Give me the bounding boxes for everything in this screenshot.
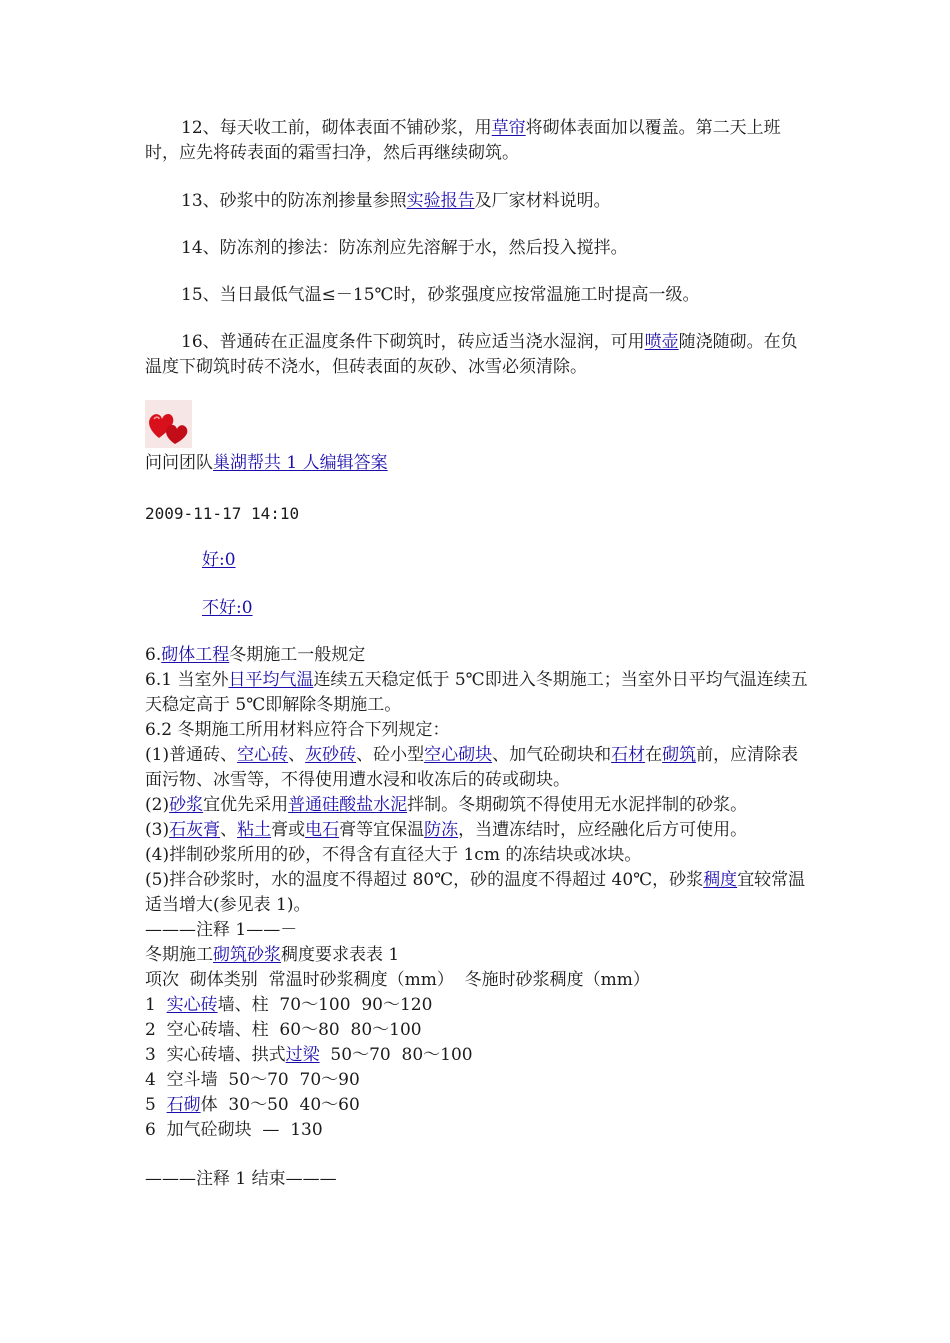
table-title-text-a: 冬期施工 (145, 945, 213, 965)
item-12-text-b: 将砌体表面加以覆盖。第二天上班时，应先将砖表面的霜雪扫净，然后再继续砌筑。 (145, 118, 781, 163)
item-13-text-a: 13、砂浆中的防冻剂掺量参照 (181, 191, 407, 211)
good-vote-link[interactable]: 好:0 (202, 550, 236, 570)
item-12 (145, 116, 810, 166)
note-start: ———注释 1——－ (145, 920, 298, 940)
row-3-post: 50～70 80～100 (319, 1045, 473, 1065)
link-niantu[interactable]: 粘土 (237, 820, 272, 840)
row-5-pre: 5 (145, 1095, 167, 1115)
table-row (145, 1043, 473, 1068)
bad-vote-link[interactable]: 不好:0 (202, 598, 253, 618)
section-6-number: 6. (145, 645, 162, 665)
link-qizhu-shajiang[interactable]: 砌筑砂浆 (213, 945, 281, 965)
table-row (145, 1018, 422, 1043)
table-row (145, 1093, 360, 1118)
clause-1 (145, 743, 810, 793)
link-shihuigao[interactable]: 石灰膏 (169, 820, 221, 840)
link-dianshi[interactable]: 电石 (305, 820, 340, 840)
section-6-1-text-b: 连续五天稳定低于 5℃即进入冬期施工；当室外日平均气温连续五天稳定高于 5℃即解除冬期施工。 (145, 670, 808, 715)
clause-3 (145, 818, 747, 843)
note-end: ———注释 1 结束——— (145, 1169, 337, 1189)
section-6-text: 冬期施工一般规定 (229, 645, 366, 665)
row-5-post: 体 30～50 40～60 (200, 1095, 360, 1115)
row-6-text: 6 加气砼砌块 — 130 (145, 1120, 323, 1140)
table-row (145, 993, 432, 1018)
clause-1-text-f: 前，应清除表面污物、冰雪等，不得使用遭水浸和收冻后的砖或砌块。 (145, 745, 799, 790)
clause-5-text-a: (5)拌合砂浆时，水的温度不得超过 80℃，砂的温度不得超过 40℃，砂浆 (145, 870, 704, 890)
link-putong-guisuanyan-shuini[interactable]: 普通硅酸盐水泥 (288, 795, 408, 815)
link-qizhu[interactable]: 砌筑 (662, 745, 697, 765)
section-6-1-text-a: 6.1 当室外 (145, 670, 229, 690)
table-row (145, 1068, 360, 1093)
vote-bad (202, 596, 253, 621)
link-shicai[interactable]: 石材 (611, 745, 646, 765)
clause-3-text-d: 膏等宜保温 (339, 820, 425, 840)
author-team: 问问团队 (145, 453, 213, 473)
clause-2-text-b: 宜优先采用 (203, 795, 289, 815)
link-choudu[interactable]: 稠度 (703, 870, 738, 890)
link-penhu[interactable]: 喷壶 (644, 332, 679, 352)
item-15: 15、当日最低气温≤－15℃时，砂浆强度应按常温施工时提高一级。 (181, 285, 700, 305)
clause-5-text-b: 宜较常温适当增大(参见表 1)。 (145, 870, 806, 915)
author-line (145, 451, 388, 476)
link-editor-info[interactable]: 巢湖帮共 1 人编辑答案 (213, 453, 388, 473)
clause-3-text-e: ，当遭冻结时，应经融化后方可使用。 (458, 820, 748, 840)
clause-1-text-e: 在 (645, 745, 663, 765)
section-6-1 (145, 668, 810, 718)
link-guoliang[interactable]: 过梁 (285, 1045, 320, 1065)
clause-1-text-c: 、砼小型 (356, 745, 425, 765)
clause-3-text-b: 、 (220, 820, 238, 840)
link-kongxin-qikuai[interactable]: 空心砌块 (424, 745, 493, 765)
timestamp: 2009-11-17 14:10 (145, 504, 300, 523)
row-2-text: 2 空心砖墙、柱 60～80 80～100 (145, 1020, 422, 1040)
item-13 (145, 189, 810, 214)
row-3-pre: 3 实心砖墙、拱式 (145, 1045, 286, 1065)
clause-1-text-b: 、 (288, 745, 306, 765)
table-row (145, 1118, 323, 1143)
clause-3-text-a: (3) (145, 820, 170, 840)
item-13-text-b: 及厂家材料说明。 (474, 191, 611, 211)
table-title (145, 943, 399, 968)
table-title-text-b: 稠度要求表表 1 (281, 945, 400, 965)
link-kongxinzhuan[interactable]: 空心砖 (237, 745, 289, 765)
link-shiyan-baogao[interactable]: 实验报告 (406, 191, 475, 211)
section-6-title (145, 643, 365, 668)
clause-1-text-a: (1)普通砖、 (145, 745, 238, 765)
link-qiti-gongcheng[interactable]: 砌体工程 (161, 645, 230, 665)
item-14: 14、防冻剂的掺法：防冻剂应先溶解于水，然后投入搅拌。 (181, 238, 628, 258)
clause-3-text-c: 膏或 (271, 820, 306, 840)
link-shajiang[interactable]: 砂浆 (169, 795, 204, 815)
clause-2 (145, 793, 747, 818)
link-caolian[interactable]: 草帘 (491, 118, 526, 138)
item-16-text-b: 随浇随砌。在负温度下砌筑时砖不浇水，但砖表面的灰砂、冰雪必须清除。 (145, 332, 798, 377)
section-6-2: 6.2 冬期施工所用材料应符合下列规定： (145, 720, 450, 740)
red-hearts-icon (145, 400, 192, 448)
row-1-post: 墙、柱 70～100 90～120 (217, 995, 433, 1015)
clause-5 (145, 868, 810, 918)
item-16 (145, 330, 810, 380)
link-ri-pingjun-qiwen[interactable]: 日平均气温 (228, 670, 314, 690)
row-1-pre: 1 (145, 995, 167, 1015)
clause-4: (4)拌制砂浆所用的砂，不得含有直径大于 1cm 的冻结块或冰块。 (145, 845, 642, 865)
clause-2-text-c: 拌制。冬期砌筑不得使用无水泥拌制的砂浆。 (407, 795, 748, 815)
link-huishazhuan[interactable]: 灰砂砖 (305, 745, 357, 765)
vote-good (202, 548, 236, 573)
table-header: 项次 砌体类别 常温时砂浆稠度（mm） 冬施时砂浆稠度（mm） (145, 970, 650, 990)
item-12-text-a: 12、每天收工前，砌体表面不铺砂浆，用 (181, 118, 492, 138)
clause-1-text-d: 、加气砼砌块和 (492, 745, 612, 765)
link-shiqi[interactable]: 石砌 (166, 1095, 201, 1115)
link-shixinzhuan[interactable]: 实心砖 (166, 995, 218, 1015)
clause-2-text-a: (2) (145, 795, 170, 815)
link-fangdong[interactable]: 防冻 (424, 820, 459, 840)
item-16-text-a: 16、普通砖在正温度条件下砌筑时，砖应适当浇水湿润，可用 (181, 332, 645, 352)
row-4-text: 4 空斗墙 50～70 70～90 (145, 1070, 360, 1090)
